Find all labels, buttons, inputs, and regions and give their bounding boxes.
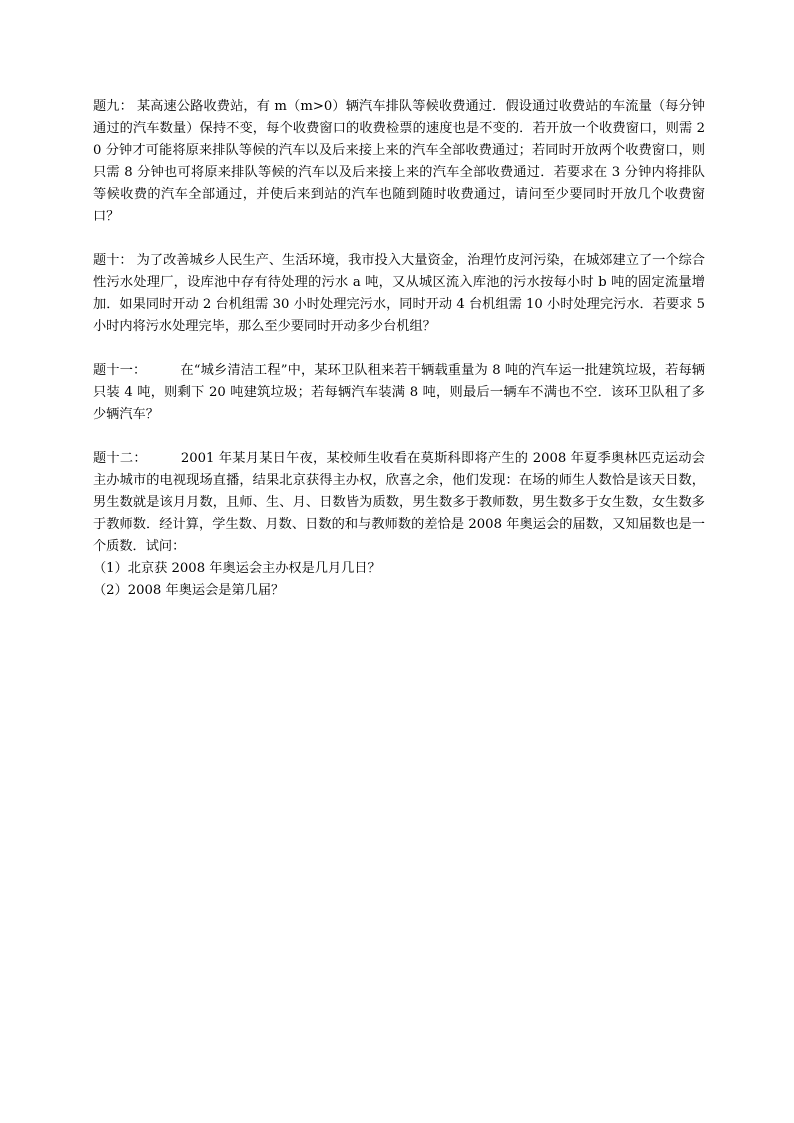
problem-11 — [93, 360, 705, 426]
problem-9-label: 题九： — [93, 99, 133, 114]
problem-12-subquestion-2: （2）2008 年奥运会是第几届？ — [93, 583, 285, 598]
problem-12-text: 2001 年某月某日午夜，某校师生收看在莫斯科即将产生的 2008 年夏季奥林匹克运动会主办城市的电视现场直播，结果北京获得主办权，欣喜之余，他们发现：在场的师生人数恰是该天日数，男生数就是该月月数，且师、生、月、日数皆为质数，男生数多于教师数，男生数多于女生数，女生数多于教师数．经计算，学生数、月数、日数的和与教师数的差恰是 2008 年奥运会的届数，又知届数也是一个质数．试问： — [93, 451, 705, 554]
document-page — [93, 96, 705, 602]
problem-10-label: 题十： — [93, 253, 133, 268]
problem-10-text: 为了改善城乡人民生产、生活环境，我市投入大量资金，治理竹皮河污染，在城郊建立了一个综合性污水处理厂，设库池中存有待处理的污水 a 吨，又从城区流入库池的污水按每小时 b 吨的固定流量增加．如果同时开动 2 台机组需 30 小时处理完污水，同时开动 4 台机组需 10 小时处理完污水．若要求 5 小时内将污水处理完毕，那么至少要同时开动多少台机组？ — [93, 253, 705, 334]
problem-11-text: 在“城乡清洁工程”中，某环卫队租来若干辆载重量为 8 吨的汽车运一批建筑垃圾，若每辆只装 4 吨，则剩下 20 吨建筑垃圾；若每辆汽车装满 8 吨，则最后一辆车不满也不空．该环卫队租了多少辆汽车？ — [93, 363, 705, 422]
problem-9 — [93, 96, 705, 228]
problem-12-label: 题十二： — [93, 451, 147, 466]
problem-9-text: 某高速公路收费站，有 m（m>0）辆汽车排队等候收费通过．假设通过收费站的车流量（每分钟通过的汽车数量）保持不变，每个收费窗口的收费检票的速度也是不变的．若开放一个收费窗口，则需 20 分钟才可能将原来排队等候的汽车以及后来接上来的汽车全部收费通过；若同时开放两个收费窗口，则只需 8 分钟也可将原来排队等候的汽车以及后来接上来的汽车全部收费通过．若要求在 3 分钟内将排队等候收费的汽车全部通过，并使后来到站的汽车也随到随时收费通过，请问至少要同时开放几个收费窗口？ — [93, 99, 705, 224]
problem-11-label: 题十一： — [93, 363, 147, 378]
problem-12 — [93, 448, 705, 602]
problem-12-subquestion-1: （1）北京获 2008 年奥运会主办权是几月几日？ — [93, 561, 381, 576]
problem-10 — [93, 250, 705, 338]
